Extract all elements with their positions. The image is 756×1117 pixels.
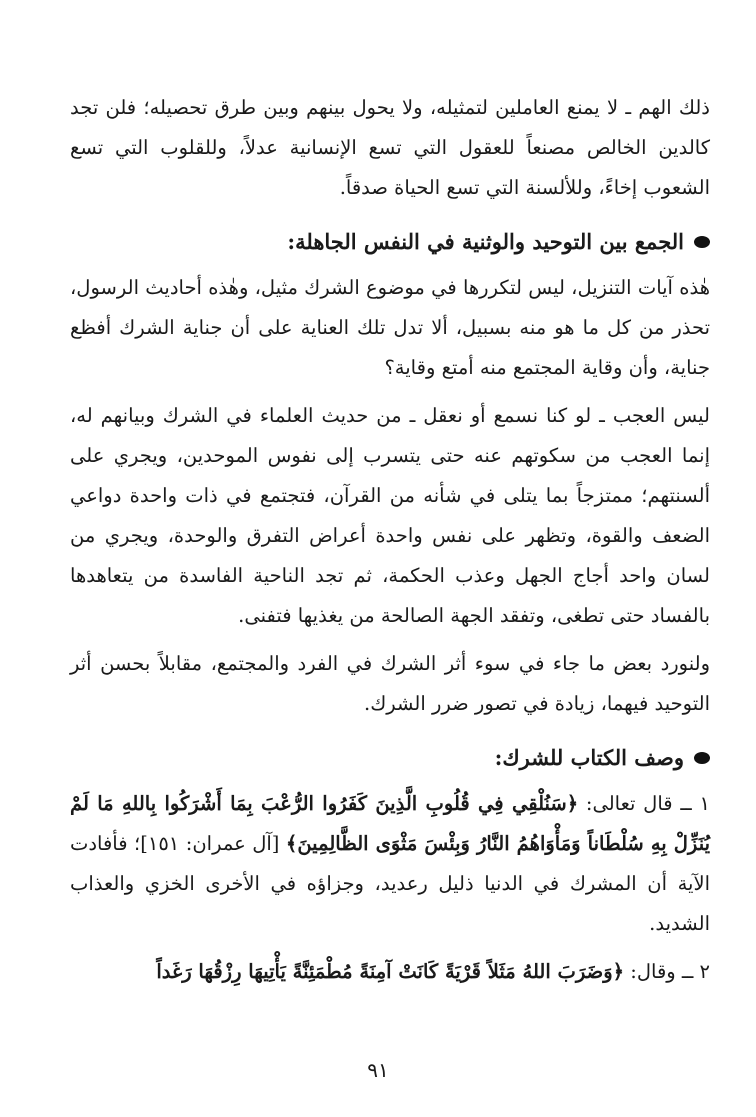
bullet-icon xyxy=(694,752,710,764)
paragraph-wonder: ليس العجب ـ لو كنا نسمع أو نعقل ـ من حديث العلماء في الشرك وبيانهم له، إنما العجب من سكوتهم عنه حتى يتسرب إلى نفوس الموحدين، ويجري على ألسنتهم؛ ممتزجاً بما يتلى في شأنه من القرآن، فتجتمع في ذات واحدة دواعي الضعف والقوة، وتظهر على نفس واحدة أعراض التفرق والوحدة، ويجري من لسان واحد أجاج الجهل وعذب الحكمة، ثم تجد الناحية الفاسدة من يتعاهدها بالفساد حتى تطغى، وتفقد الجهة الصالحة من يغذيها فتفنى. xyxy=(70,404,710,627)
section-heading-tawhid xyxy=(70,222,710,262)
verse-reference: [آل عمران: ١٥١]؛ فأفادت الآية أن المشرك في الدنيا ذليل رعديد، وجزاؤه في الأخرى الخزي والعذاب الشديد. xyxy=(70,832,710,935)
page-number: ٩١ xyxy=(367,1058,389,1082)
paragraph-intro: ذلك الهم ـ لا يمنع العاملين لتمثيله، ولا يحول بينهم وبين طرق تحصيله؛ فلن تجد كالدين الخالص مصنعاً للعقول التي تسع الإنسانية عدلاً، وللقلوب التي تسع الشعوب إخاءً، وللألسنة التي تسع الحياة صدقاً. xyxy=(70,96,710,199)
paragraph-item-2 xyxy=(70,952,710,992)
item-intro: ١ ــ قال تعالى: xyxy=(578,792,710,815)
quran-verse: ﴿وَضَرَبَ اللهُ مَثَلاً قَرْيَةً كَانَتْ آمِنَةً مُطْمَئِنَّةً يَأْتِيهَا رِزْقُهَا رَغَداً xyxy=(156,960,625,983)
paragraph-verses: هٰذه آيات التنزيل، ليس لتكررها في موضوع الشرك مثيل، وهٰذه أحاديث الرسول، تحذر من كل ما هو منه بسبيل، ألا تدل تلك العناية على أن جناية الشرك أفظع جناية، وأن وقاية المجتمع منه أمتع وقاية؟ xyxy=(70,276,710,379)
item-intro: ٢ ــ وقال: xyxy=(624,960,710,983)
heading-text: وصف الكتاب للشرك: xyxy=(494,745,684,770)
heading-text: الجمع بين التوحيد والوثنية في النفس الجاهلة: xyxy=(287,229,684,254)
paragraph-effects: ولنورد بعض ما جاء في سوء أثر الشرك في الفرد والمجتمع، مقابلاً بحسن أثر التوحيد فيهما، زيادة في تصور ضرر الشرك. xyxy=(70,652,710,715)
quran-verse: ﴿سَنُلْقِي فِي قُلُوبِ الَّذِينَ كَفَرُوا الرُّعْبَ بِمَا أَشْرَكُوا بِاللهِ مَا لَمْ يُنَزِّلْ بِهِ سُلْطَاناً وَمَأْوَاهُمُ النَّارُ وَبِئْسَ مَثْوَى الظَّالِمِينَ﴾ xyxy=(70,792,711,855)
page-body xyxy=(70,88,710,1000)
section-heading-book xyxy=(70,738,710,778)
paragraph-item-1 xyxy=(70,784,710,944)
bullet-icon xyxy=(694,236,710,248)
